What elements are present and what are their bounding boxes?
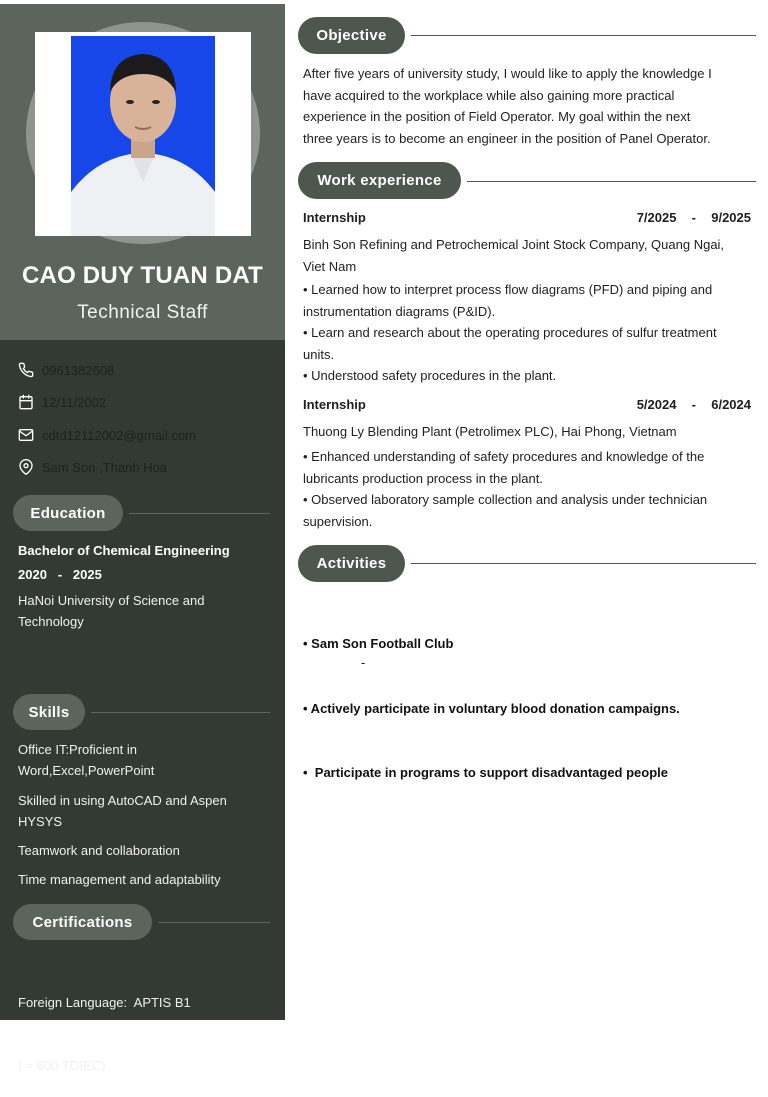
job-bullet-line: • Understood safety procedures in the plant. — [303, 368, 557, 383]
education-degree: Bachelor of Chemical Engineering — [18, 543, 230, 558]
job-role: Internship — [303, 397, 366, 412]
phone-value: 0961382608 — [42, 362, 115, 378]
job-bullet-line: supervision. — [303, 513, 373, 529]
birthdate-value: 12/11/2002 — [42, 394, 107, 410]
job-bullet-line: • Enhanced understanding of safety procedures and knowledge of the — [303, 449, 705, 464]
skills-heading: Skills — [13, 694, 85, 730]
email-value: cdtd12112002@gmail.com — [42, 427, 196, 443]
work-experience-divider — [467, 181, 756, 182]
contact-birthdate — [18, 392, 106, 412]
location-pin-icon — [18, 459, 34, 475]
activities-list — [303, 590, 680, 805]
objective-line: After five years of university study, I would like to apply the knowledge I — [303, 66, 712, 81]
work-experience-heading: Work experience — [298, 162, 461, 199]
address-value: Sam Son ,Thanh Hoa — [42, 459, 168, 475]
phone-icon — [18, 362, 34, 378]
skill-item-line: Word,Excel,PowerPoint — [18, 763, 155, 778]
mail-icon — [18, 427, 34, 443]
job-company — [303, 234, 753, 277]
job-dates: 7/2025 - 9/2025 — [636, 210, 751, 225]
job-title: Technical Staff — [77, 302, 208, 323]
contact-email — [18, 425, 196, 445]
skill-item: Teamwork and collaboration — [18, 843, 180, 858]
education-school-line: Technology — [18, 614, 84, 629]
contact-address — [18, 457, 167, 477]
certification-line: Foreign Language: APTIS B1 — [18, 995, 191, 1010]
activity-item: • Actively participate in voluntary blood donation campaigns. — [303, 700, 680, 716]
activity-item: • Participate in programs to support disadvantaged people — [303, 765, 669, 780]
avatar — [35, 32, 251, 236]
job-role: Internship — [303, 210, 366, 225]
job-company-line: Viet Nam — [303, 258, 357, 274]
calendar-icon — [18, 394, 34, 410]
education-school-line: HaNoi University of Science and — [18, 593, 205, 608]
trailing-dash: - — [361, 655, 366, 670]
job-bullet-line: units. — [303, 346, 335, 362]
job-company — [303, 421, 753, 443]
skill-item — [18, 790, 227, 832]
job-bullet-line: • Learn and research about the operating procedures of sulfur treatment — [303, 325, 717, 340]
objective-text — [303, 63, 753, 149]
certifications-divider — [158, 922, 270, 923]
job-bullet-line: lubricants production process in the plant. — [303, 470, 543, 486]
job-bullet-line: instrumentation diagrams (P&ID). — [303, 303, 496, 319]
activity-item: • Sam Son Football Club — [303, 636, 454, 651]
job-bullet-line: • Learned how to interpret process flow diagrams (PFD) and piping and — [303, 282, 713, 297]
activities-heading: Activities — [298, 545, 405, 582]
objective-line: experience in the position of Field Operator. My goal within the next — [303, 109, 691, 124]
skill-item-line: HYSYS — [18, 814, 63, 829]
skills-divider — [91, 712, 270, 713]
education-years: 2020 - 2025 — [18, 567, 102, 582]
job-company-line: Thuong Ly Blending Plant (Petrolimex PLC), Hai Phong, Vietnam — [303, 424, 677, 439]
job-bullets — [303, 279, 753, 387]
objective-heading: Objective — [298, 17, 405, 54]
job-dates: 5/2024 - 6/2024 — [636, 397, 751, 412]
skill-item — [18, 739, 154, 781]
certification-text — [18, 950, 191, 1097]
job-bullets — [303, 446, 753, 532]
skill-item-line: Skilled in using AutoCAD and Aspen — [18, 793, 227, 808]
contact-phone — [18, 360, 114, 380]
education-heading: Education — [13, 495, 123, 531]
person-name: CAO DUY TUAN DAT — [22, 262, 263, 289]
objective-line: have acquired to the workplace while also gaining more practical — [303, 87, 675, 103]
certification-line: ( ≈ 600 TOIEC) — [18, 1058, 106, 1073]
education-divider — [129, 513, 270, 514]
activities-divider — [411, 563, 756, 564]
objective-line: three years is to become an engineer in the position of Panel Operator. — [303, 130, 711, 146]
objective-divider — [411, 35, 756, 36]
skill-item: Time management and adaptability — [18, 872, 221, 887]
job-bullet-line: • Observed laboratory sample collection and analysis under technician — [303, 492, 708, 507]
certifications-heading: Certifications — [13, 904, 152, 940]
skill-item-line: Office IT:Proficient in — [18, 742, 137, 757]
profile-header — [0, 4, 285, 340]
education-school — [18, 590, 204, 632]
job-company-line: Binh Son Refining and Petrochemical Joint Stock Company, Quang Ngai, — [303, 237, 725, 252]
